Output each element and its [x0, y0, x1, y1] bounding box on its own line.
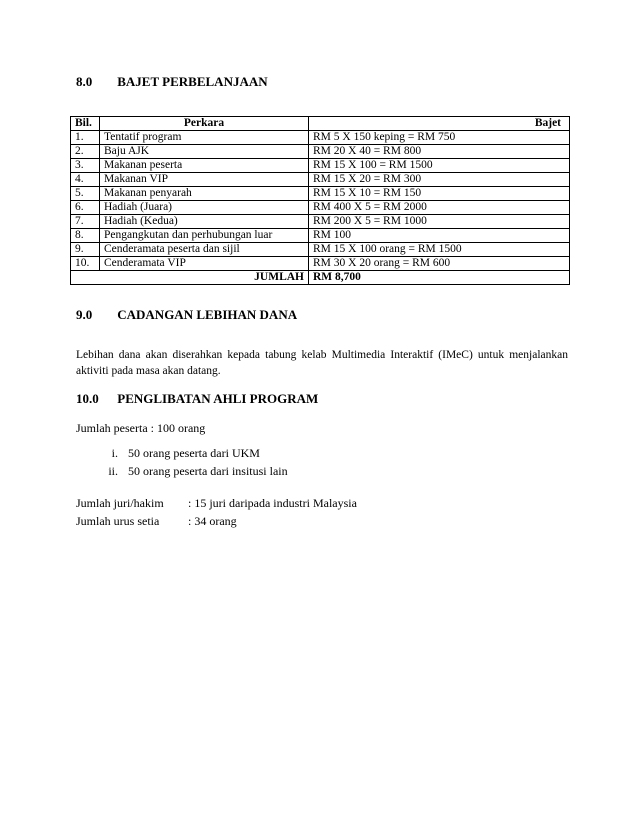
row-item: Tentatif program [100, 131, 309, 145]
row-budget: RM 15 X 10 = RM 150 [309, 187, 570, 201]
row-budget: RM 200 X 5 = RM 1000 [309, 215, 570, 229]
row-number: 2. [71, 145, 100, 159]
budget-table [70, 116, 570, 285]
row-item: Baju AJK [100, 145, 309, 159]
row-budget: RM 5 X 150 keping = RM 750 [309, 131, 570, 145]
header-perkara: Perkara [100, 117, 309, 131]
row-budget: RM 15 X 20 = RM 300 [309, 173, 570, 187]
total-value: RM 8,700 [309, 271, 570, 285]
row-item: Hadiah (Juara) [100, 201, 309, 215]
table-row [71, 229, 570, 243]
section-10-heading [76, 391, 318, 407]
header-bajet: Bajet [309, 117, 570, 131]
list-item-text: 50 orang peserta dari insitusi lain [128, 464, 288, 478]
row-budget: RM 30 X 20 orang = RM 600 [309, 257, 570, 271]
header-bil: Bil. [71, 117, 100, 131]
table-row [71, 187, 570, 201]
row-budget: RM 15 X 100 = RM 1500 [309, 159, 570, 173]
table-row [71, 201, 570, 215]
row-item: Pengangkutan dan perhubungan luar [100, 229, 309, 243]
table-row [71, 131, 570, 145]
row-number: 8. [71, 229, 100, 243]
row-item: Makanan VIP [100, 173, 309, 187]
table-row [71, 145, 570, 159]
secretariat-line [76, 514, 237, 529]
judges-line [76, 496, 357, 511]
total-row [71, 271, 570, 285]
row-number: 1. [71, 131, 100, 145]
table-row [71, 243, 570, 257]
table-row [71, 159, 570, 173]
section-9-paragraph: Lebihan dana akan diserahkan kepada tabung kelab Multimedia Interaktif (IMeC) untuk menjalankan aktiviti pada masa akan datang. [76, 349, 568, 377]
judges-value: : 15 juri daripada industri Malaysia [188, 496, 357, 510]
row-budget: RM 20 X 40 = RM 800 [309, 145, 570, 159]
section-10-number: 10.0 [76, 391, 99, 406]
table-header-row [71, 117, 570, 131]
row-number: 10. [71, 257, 100, 271]
table-row [71, 173, 570, 187]
list-item [96, 446, 260, 461]
section-8-title: BAJET PERBELANJAAN [117, 74, 268, 89]
secretariat-value: : 34 orang [188, 514, 237, 528]
section-9-title: CADANGAN LEBIHAN DANA [117, 307, 298, 322]
list-item-number: ii. [108, 464, 118, 478]
list-item-number: i. [111, 446, 118, 460]
row-item: Cenderamata peserta dan sijil [100, 243, 309, 257]
section-10-title: PENGLIBATAN AHLI PROGRAM [117, 391, 319, 406]
row-number: 5. [71, 187, 100, 201]
table-row [71, 257, 570, 271]
row-number: 6. [71, 201, 100, 215]
table-row [71, 215, 570, 229]
row-number: 3. [71, 159, 100, 173]
row-item: Makanan peserta [100, 159, 309, 173]
list-item [96, 464, 288, 479]
row-number: 7. [71, 215, 100, 229]
row-number: 4. [71, 173, 100, 187]
section-9-number: 9.0 [76, 307, 93, 322]
row-item: Makanan penyarah [100, 187, 309, 201]
row-item: Cenderamata VIP [100, 257, 309, 271]
row-budget: RM 15 X 100 orang = RM 1500 [309, 243, 570, 257]
judges-label: Jumlah juri/hakim [76, 496, 164, 510]
row-budget: RM 100 [309, 229, 570, 243]
row-budget: RM 400 X 5 = RM 2000 [309, 201, 570, 215]
participants-total: Jumlah peserta : 100 orang [76, 421, 206, 435]
section-8-number: 8.0 [76, 74, 93, 89]
total-label: JUMLAH [71, 271, 309, 285]
row-number: 9. [71, 243, 100, 257]
section-9-heading [76, 307, 297, 323]
section-8-heading [76, 74, 268, 90]
list-item-text: 50 orang peserta dari UKM [128, 446, 260, 460]
secretariat-label: Jumlah urus setia [76, 514, 160, 528]
row-item: Hadiah (Kedua) [100, 215, 309, 229]
